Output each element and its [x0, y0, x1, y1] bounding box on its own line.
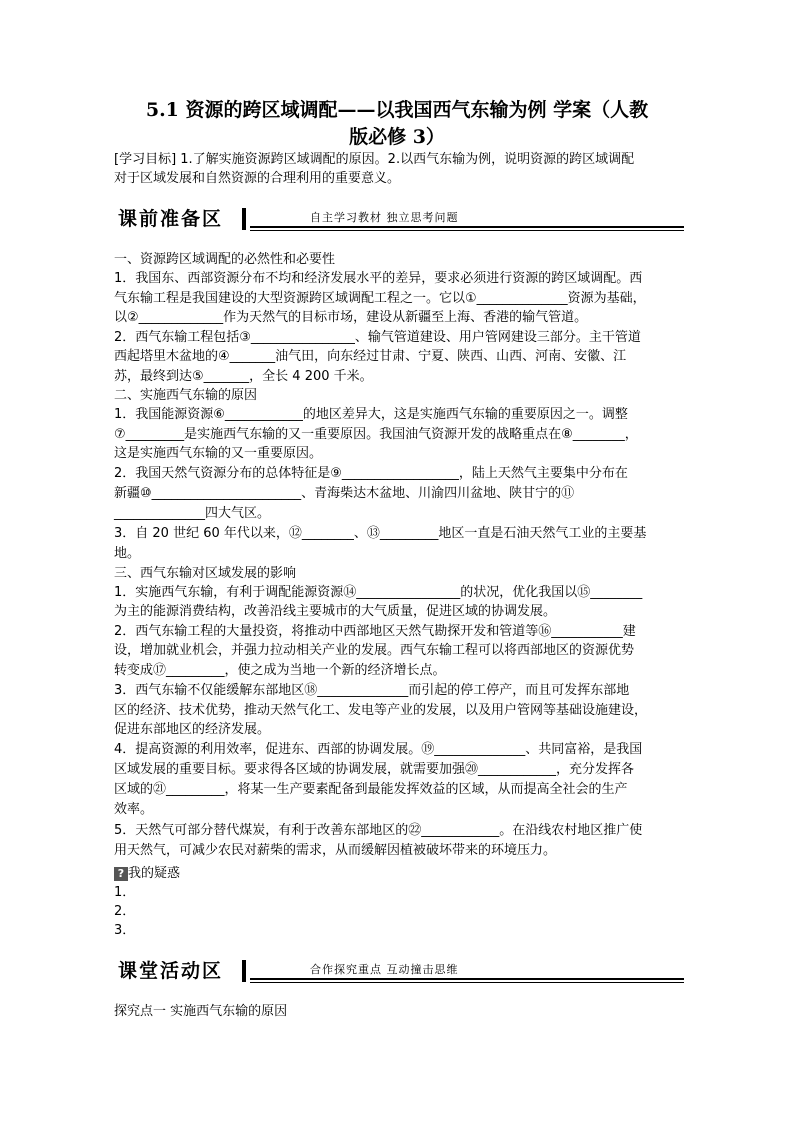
body-line: 这是实施西气东输的又一重要原因。 — [114, 446, 323, 461]
body-line: 新疆⑩_______________________、青海柴达木盆地、川渝四川盆地、陕甘宁的⑪ — [114, 486, 575, 501]
body-line: 2．西气东输工程的大量投资，将推动中西部地区天然气勘探开发和管道等⑯___________建 — [114, 624, 636, 639]
body-line: 地。 — [114, 546, 141, 561]
body-line: 2．我国天然气资源分布的总体特征是⑨__________________，陆上天然气主要集中分布在 — [114, 466, 628, 481]
body-line: 转变成⑰_________，使之成为当地一个新的经济增长点。 — [114, 663, 446, 678]
banner-label: 课前准备区 — [118, 208, 224, 230]
body-line: 1．我国能源资源⑥____________的地区差异大，这是实施西气东输的重要原因之一。调整 — [114, 407, 628, 422]
body-line: 2．西气东输工程包括③________________、输气管道建设、用户管网建设三部分。主干管道 — [114, 330, 641, 345]
title-line-2: 版必修 3） — [349, 126, 445, 148]
banner-rule-thin — [250, 982, 684, 983]
body-line: 一、资源跨区域调配的必然性和必要性 — [114, 252, 336, 267]
body-line: 效率。 — [114, 802, 154, 817]
doubt-item: 3． — [114, 923, 136, 938]
body-line: 设，增加就业机会，并强力拉动相关产业的发展。西气东输工程可以将西部地区的资源优势 — [114, 643, 635, 658]
question-icon: ? — [114, 867, 128, 881]
title-line-1: 5.1 资源的跨区域调配——以我国西气东输为例 学案（人教 — [145, 99, 649, 121]
body-line: 苏，最终到达⑤_______，全长 4 200 千米。 — [114, 369, 373, 384]
doubt-item: 1． — [114, 885, 136, 900]
banner-label: 课堂活动区 — [118, 960, 224, 982]
section-banner-classroom — [114, 958, 684, 984]
banner-bar — [242, 208, 246, 230]
banner-rule — [250, 978, 684, 980]
document-title — [112, 97, 682, 151]
body-line: 区的经济、技术优势，推动天然气化工、发电等产业的发展，以及用户管网等基础设施建设， — [114, 703, 648, 718]
body-line: 4．提高资源的利用效率，促进东、西部的协调发展。⑲______________、共同富裕，是我国 — [114, 742, 643, 757]
body-line: 促进东部地区的经济发展。 — [114, 722, 271, 737]
section-banner-preparation — [114, 206, 684, 232]
doubt-item: 2． — [114, 904, 136, 919]
objectives-line-2: 对于区域发展和自然资源的合理利用的重要意义。 — [114, 171, 401, 186]
banner-rule — [250, 226, 684, 228]
body-line: 以②_____________作为天然气的目标市场，建设从新疆至上海、香港的输气管道。 — [114, 310, 588, 325]
body-line: 3．西气东输不仅能缓解东部地区⑱______________而引起的停工停产，而且可发挥东部地 — [114, 683, 630, 698]
body-line: 西起塔里木盆地的④_______油气田，向东经过甘肃、宁夏、陕西、山西、河南、安徽、江 — [114, 349, 627, 364]
body-line: ⑦_________是实施西气东输的又一重要原因。我国油气资源开发的战略重点在⑧________， — [114, 427, 638, 442]
body-line: 二、实施西气东输的原因 — [114, 388, 258, 403]
banner-subtitle: 自主学习教材 独立思考问题 — [310, 211, 459, 224]
banner-subtitle: 合作探究重点 互动撞击思维 — [310, 963, 459, 976]
body-line: 3．自 20 世纪 60 年代以来，⑫________、⑬_________地区一直是石油天然气工业的主要基 — [114, 526, 647, 541]
body-line: 区域的㉑_________，将某一生产要素配备到最能发挥效益的区域，从而提高全社会的生产 — [114, 782, 628, 797]
doubts-heading — [114, 864, 684, 883]
body-line: 1．实施西气东输，有利于调配能源资源⑭________________的状况，优化我国以⑮________ — [114, 585, 643, 600]
objectives-line-1: [学习目标] 1.了解实施资源跨区域调配的原因。2.以西气东输为例，说明资源的跨区域调配 — [114, 152, 635, 167]
body-line: 为主的能源消费结构，改善沿线主要城市的大气质量，促进区域的协调发展。 — [114, 604, 557, 619]
banner-rule-thin — [250, 230, 684, 231]
body-line: 用天然气，可减少农民对薪柴的需求，从而缓解因植被破坏带来的环境压力。 — [114, 843, 557, 858]
body-line: 三、西气东输对区域发展的影响 — [114, 566, 297, 581]
doubts-label: 我的疑惑 — [128, 866, 181, 881]
body-line: 1．我国东、西部资源分布不均和经济发展水平的差异，要求必须进行资源的跨区域调配。西 — [114, 271, 643, 286]
body-line: 气东输工程是我国建设的大型资源跨区域调配工程之一。它以①______________资源为基础， — [114, 291, 646, 306]
body-line: ______________四大气区。 — [114, 506, 271, 521]
body-line: 5．天然气可部分替代煤炭，有利于改善东部地区的㉒____________。在沿线农村地区推广使 — [114, 823, 643, 838]
explore-point-heading: 探究点一 实施西气东输的原因 — [114, 1004, 288, 1019]
banner-bar — [242, 960, 246, 982]
body-line: 区域发展的重要目标。要求得各区域的协调发展，就需要加强⑳____________，充分发挥各 — [114, 762, 635, 777]
